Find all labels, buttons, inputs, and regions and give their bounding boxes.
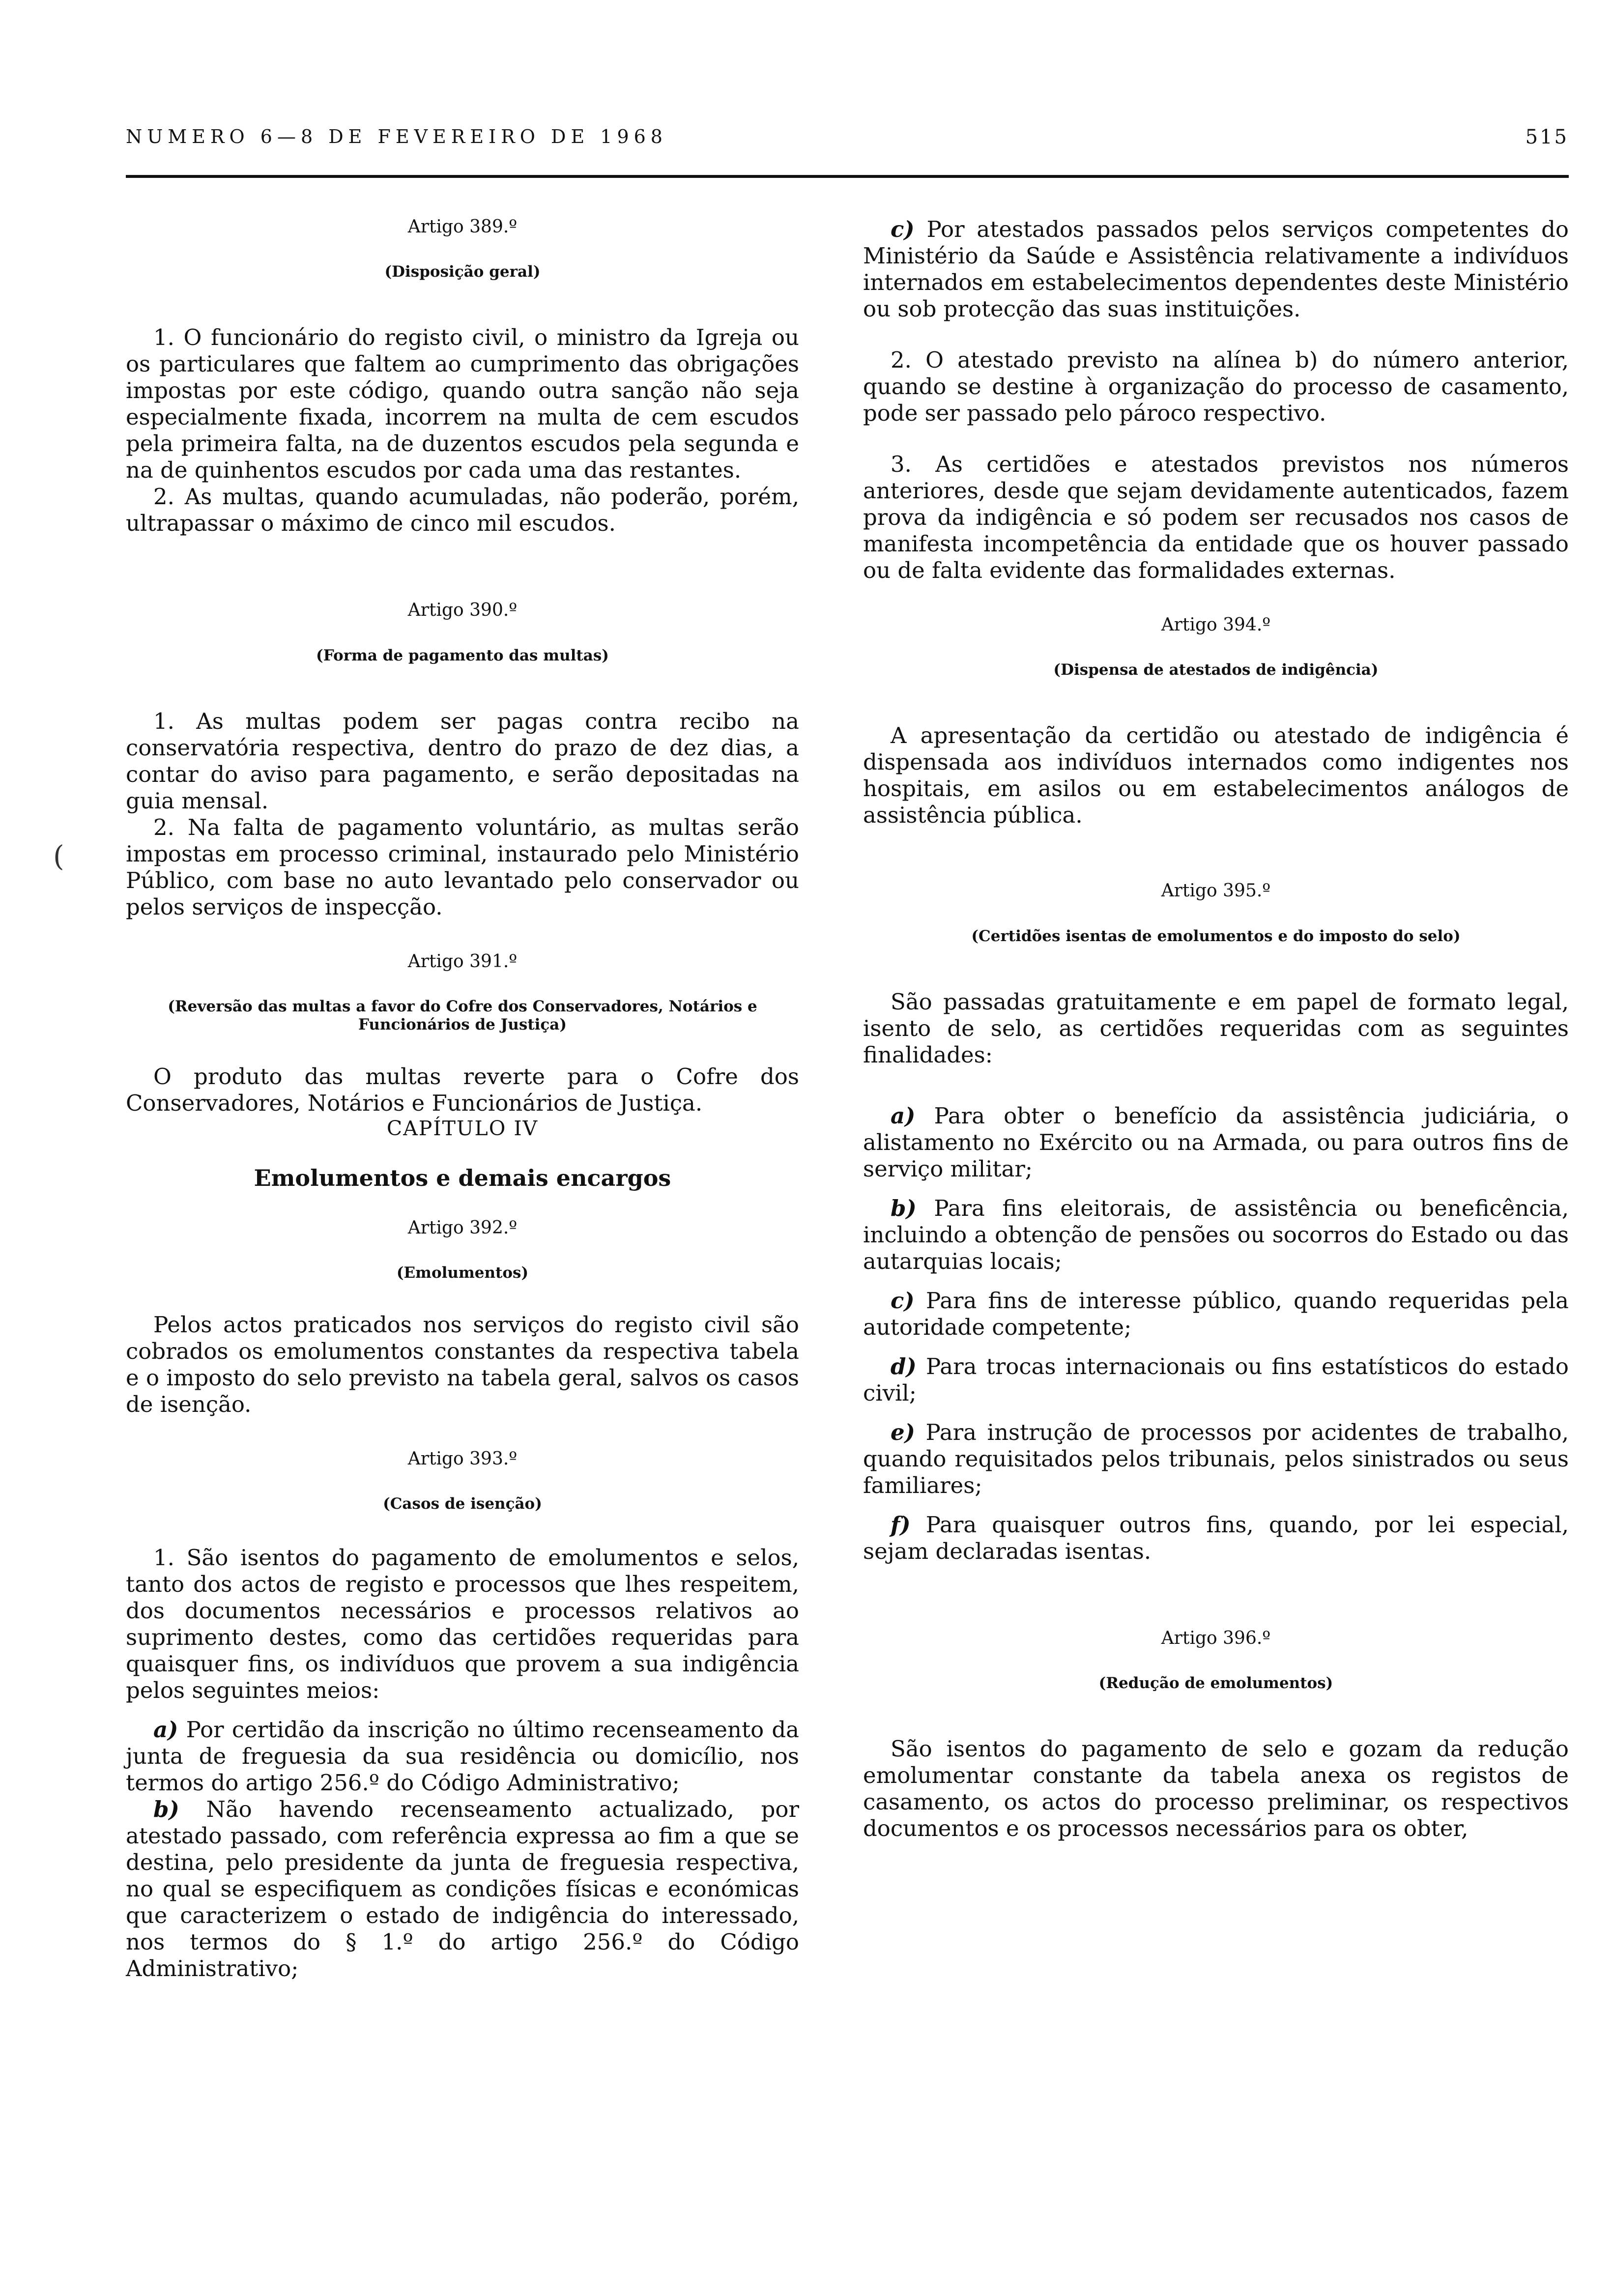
article-396-title: Artigo 396.º: [1161, 1628, 1271, 1648]
article-395-item-b: [863, 1195, 1569, 1275]
article-391-subtitle: (Reversão das multas a favor do Cofre dos Conservadores, Notários e Funcionários de Justiça): [168, 997, 757, 1034]
left-column: [126, 216, 799, 1982]
article-395-title: Artigo 395.º: [1161, 881, 1271, 901]
article-392-paragraph-1: Pelos actos praticados nos serviços do registo civil são cobrados os emolumentos constantes da respectiva tabela e o imposto do selo previsto na tabela geral, salvos os casos de isenção.: [126, 1312, 799, 1418]
item-e-label: e): [891, 1419, 915, 1445]
article-393-paragraph-3: 3. As certidões e atestados previstos nos números anteriores, desde que sejam devidamente autenticados, fazem prova da indigência e só podem ser recusados nos casos de manifesta incompetência da entidade que os houver passado ou de falta evidente das formalidades externas.: [863, 451, 1569, 583]
article-393-subtitle: (Casos de isenção): [383, 1495, 542, 1513]
article-395-item-f: [863, 1512, 1569, 1565]
item-c-text: Por atestados passados pelos serviços competentes do Ministério da Saúde e Assistência relativamente a indivíduos internados em estabelecimentos dependentes deste Ministério ou sob protecção das suas instituições.: [863, 216, 1569, 322]
article-393-paragraph-2: 2. O atestado previsto na alínea b) do número anterior, quando se destine à organização do processo de casamento, pode ser passado pelo pároco respectivo.: [863, 347, 1569, 426]
article-392-subtitle: (Emolumentos): [396, 1263, 529, 1282]
item-b-label: b): [891, 1195, 917, 1221]
article-393-item-b: [126, 1796, 799, 1982]
article-395-item-e: [863, 1419, 1569, 1499]
item-b-text: Para fins eleitorais, de assistência ou beneficência, incluindo a obtenção de pensões ou socorros do Estado ou das autarquias locais;: [863, 1195, 1569, 1274]
item-d-label: d): [891, 1353, 917, 1379]
article-390-subtitle: (Forma de pagamento das multas): [316, 646, 609, 664]
item-e-text: Para instrução de processos por acidentes de trabalho, quando requisitados pelos tribunais, pelos sinistrados ou seus familiares;: [863, 1419, 1569, 1498]
item-a-text: Por certidão da inscrição no último recenseamento da junta de freguesia da sua residência ou domicílio, nos termos do artigo 256.º do Código Administrativo;: [126, 1717, 799, 1796]
article-395-item-a: [863, 1103, 1569, 1182]
article-394-title: Artigo 394.º: [1161, 615, 1271, 635]
item-f-label: f): [891, 1511, 911, 1538]
article-395-item-c: [863, 1288, 1569, 1341]
article-389-title: Artigo 389.º: [407, 217, 518, 237]
article-394-paragraph-1: A apresentação da certidão ou atestado de indigência é dispensada aos indivíduos internados como indigentes nos hospitais, em asilos ou em estabelecimentos análogos de assistência pública.: [863, 722, 1569, 829]
article-392-title: Artigo 392.º: [407, 1217, 518, 1238]
article-390-title: Artigo 390.º: [407, 600, 518, 621]
item-d-text: Para trocas internacionais ou fins estatísticos do estado civil;: [863, 1353, 1569, 1406]
chapter-label: CAPÍTULO IV: [386, 1117, 539, 1141]
article-395-subtitle: (Certidões isentas de emolumentos e do imposto do selo): [971, 927, 1461, 945]
article-389-paragraph-1: 1. O funcionário do registo civil, o ministro da Igreja ou os particulares que faltem ao cumprimento das obrigações impostas por este código, quando outra sanção não seja especialmente fixada, incorrem na multa de cem escudos pela primeira falta, na de duzentos escudos pela segunda e na de quinhentos escudos por cada uma das restantes.: [126, 324, 799, 484]
right-column: [863, 216, 1569, 1842]
page-header: [126, 126, 1569, 155]
item-f-text: Para quaisquer outros fins, quando, por lei especial, sejam declaradas isentas.: [863, 1511, 1569, 1564]
article-396-paragraph-1: São isentos do pagamento de selo e gozam da redução emolumentar constante da tabela anexa os registos de casamento, os actos do processo preliminar, os respectivos documentos e os processos necessários para os obter,: [863, 1736, 1569, 1842]
article-393-title: Artigo 393.º: [407, 1449, 518, 1469]
article-391-paragraph-1: O produto das multas reverte para o Cofre dos Conservadores, Notários e Funcionários de Justiça.: [126, 1063, 799, 1117]
item-a-label: a): [891, 1102, 916, 1129]
item-a-text: Para obter o benefício da assistência judiciária, o alistamento no Exército ou na Armada, ou para outros fins de serviço militar;: [863, 1102, 1569, 1182]
article-393-item-a: [126, 1717, 799, 1796]
header-rule: [126, 175, 1569, 178]
article-395-item-d: [863, 1353, 1569, 1406]
article-393-item-c: [863, 216, 1569, 322]
chapter-title: Emolumentos e demais encargos: [254, 1164, 671, 1191]
item-c-text: Para fins de interesse público, quando requeridas pela autoridade competente;: [863, 1287, 1569, 1340]
item-c-label: c): [891, 216, 915, 242]
article-390-paragraph-1: 1. As multas podem ser pagas contra recibo na conservatória respectiva, dentro do prazo de dez dias, a contar do aviso para pagamento, e serão depositadas na guia mensal.: [126, 708, 799, 814]
article-389-paragraph-2: 2. As multas, quando acumuladas, não poderão, porém, ultrapassar o máximo de cinco mil escudos.: [126, 484, 799, 537]
article-389-subtitle: (Disposição geral): [384, 263, 541, 281]
article-394-subtitle: (Dispensa de atestados de indigência): [1053, 661, 1379, 679]
article-395-paragraph-1: São passadas gratuitamente e em papel de formato legal, isento de selo, as certidões requeridas com as seguintes finalidades:: [863, 988, 1569, 1068]
item-a-label: a): [153, 1717, 178, 1743]
article-393-paragraph-1: 1. São isentos do pagamento de emolumentos e selos, tanto dos actos de registo e processos que lhes respeitem, dos documentos necessários e processos relativos ao suprimento destes, como das certidões requeridas para quaisquer fins, os indivíduos que provem a sua indigência pelos seguintes meios:: [126, 1545, 799, 1704]
item-c-label: c): [891, 1287, 915, 1314]
page-number: 515: [1525, 126, 1569, 148]
margin-bracket-mark: (: [53, 839, 64, 873]
article-396-subtitle: (Redução de emolumentos): [1098, 1674, 1333, 1692]
item-b-text: Não havendo recenseamento actualizado, por atestado passado, com referência expressa ao fim a que se destina, pelo presidente da junta de freguesia respectiva, no qual se especifiquem as condições físicas e económicas que caracterizem o estado de indigência do interessado, nos termos do § 1.º do artigo 256.º do Código Administrativo;: [126, 1796, 799, 1982]
article-390-paragraph-2: 2. Na falta de pagamento voluntário, as multas serão impostas em processo criminal, instaurado pelo Ministério Público, com base no auto levantado pelo conservador ou pelos serviços de inspecção.: [126, 814, 799, 920]
item-b-label: b): [153, 1796, 179, 1823]
article-391-title: Artigo 391.º: [407, 951, 518, 972]
issue-title: NUMERO 6—8 DE FEVEREIRO DE 1968: [126, 126, 667, 147]
